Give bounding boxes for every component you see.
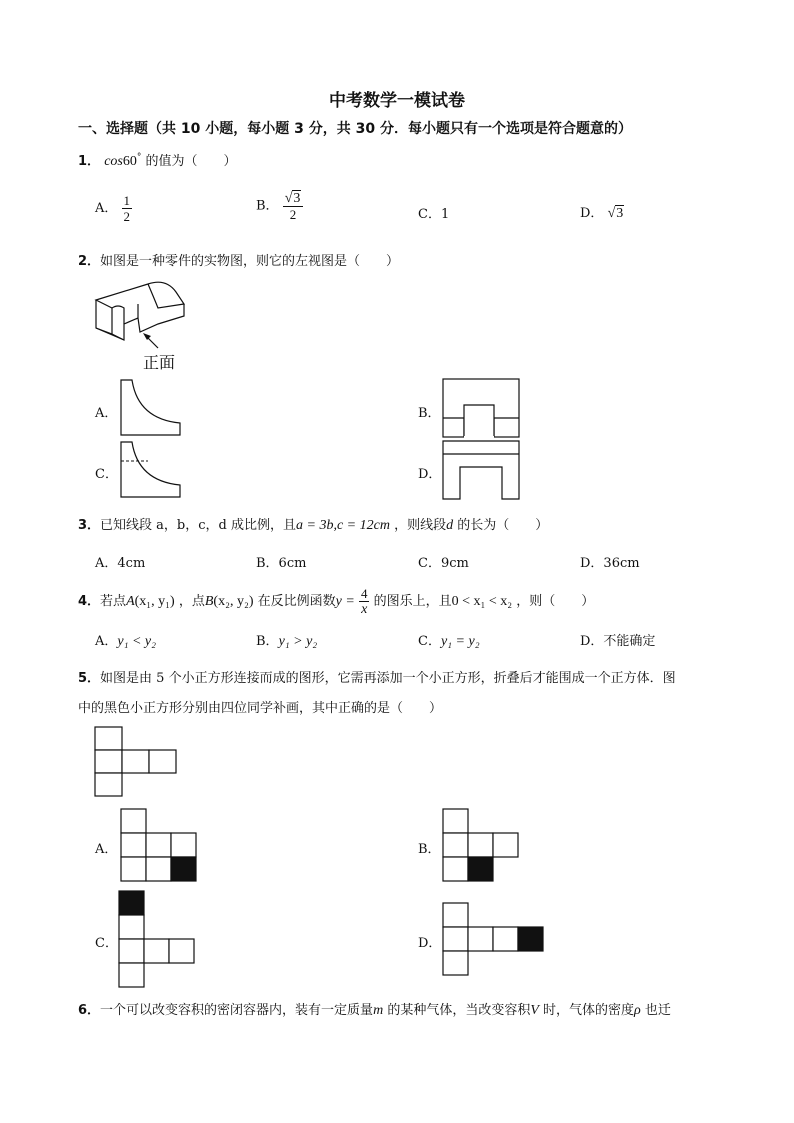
question-number: 3．	[78, 518, 101, 533]
q2-option-c-figure[interactable]	[120, 441, 182, 499]
question-3: 3．已知线段 a，b，c，d 成比例，且a = 3b,c = 12cm ，则线段d 的长为（ ）	[78, 518, 549, 533]
expr-fn: cos	[104, 154, 123, 169]
q2-option-a-label[interactable]: A．	[95, 406, 118, 421]
q4-option-b[interactable]: B．y₁ > y₂	[256, 634, 318, 649]
question-text: 如图是一种零件的实物图，则它的左视图是（ ）	[100, 254, 400, 269]
q2-option-a-figure[interactable]	[120, 379, 182, 437]
q1-option-c[interactable]: C．1	[418, 207, 450, 222]
sqrt: √3	[607, 206, 624, 221]
q3-option-b[interactable]: B．6cm	[256, 556, 307, 571]
q3-option-c[interactable]: C．9cm	[418, 556, 469, 571]
option-label: D．	[580, 206, 604, 221]
q5-option-c-figure[interactable]	[118, 890, 198, 990]
q3-option-a[interactable]: A．4cm	[95, 556, 146, 571]
expr-degree: °	[136, 152, 142, 163]
condition-expr: a = 3b,c = 12cm	[296, 518, 390, 533]
question-number: 1．	[78, 154, 101, 169]
q1-option-b[interactable]	[256, 190, 303, 222]
option-label: C．	[418, 207, 441, 222]
figure-caption: 正面	[143, 353, 176, 372]
question-number: 4．	[78, 594, 101, 609]
question-5-line2: 中的黑色小正方形分别由四位同学补画，其中正确的是（ ）	[78, 701, 443, 716]
q5-option-d-label[interactable]: D．	[418, 936, 442, 951]
q5-option-b-label[interactable]: B．	[418, 842, 441, 857]
question-number: 5．	[78, 671, 101, 686]
q5-option-c-label[interactable]: C．	[95, 936, 118, 951]
q4-option-c[interactable]: C．y₁ = y₂	[418, 634, 480, 649]
q5-option-b-figure[interactable]	[442, 808, 522, 884]
q5-option-d-figure[interactable]	[442, 902, 548, 978]
q5-option-a-label[interactable]: A．	[95, 842, 118, 857]
question-2	[78, 250, 399, 269]
question-1	[78, 150, 237, 170]
q5-option-a-figure[interactable]	[120, 808, 200, 884]
q3-option-d[interactable]: D．36cm	[580, 556, 640, 571]
option-label: A．	[95, 201, 118, 216]
q4-option-d[interactable]: D．不能确定	[580, 634, 656, 649]
q2-option-b-figure[interactable]	[442, 378, 520, 438]
q1-option-a[interactable]	[95, 193, 132, 224]
q2-option-d-figure[interactable]	[442, 440, 520, 500]
q2-option-d-label[interactable]: D．	[418, 467, 442, 482]
q2-option-c-label[interactable]: C．	[95, 467, 118, 482]
fraction: $\frac{4}{x}$	[360, 586, 368, 617]
net-figure	[94, 726, 178, 798]
q1-option-d[interactable]	[580, 202, 624, 222]
fraction: $\frac{√3}{2}$	[283, 190, 304, 222]
question-number: 2．	[78, 254, 101, 269]
page-title: 中考数学一模试卷	[329, 91, 465, 111]
fraction: $\frac{1}{2}$	[123, 193, 131, 224]
question-number: 6．	[78, 1003, 101, 1018]
option-label: B．	[256, 198, 279, 214]
expr-arg: 60	[122, 154, 137, 169]
question-6: 6．一个可以改变容积的密闭容器内，装有一定质量m 的某种气体，当改变容积V 时，气体的密度ρ 也迁	[78, 1003, 671, 1018]
question-4: 4．若点A(x₁, y₁) ，点B(x₂, y₂) 在反比例函数y = $\frac{4}{x}$ 的图乐上，且0 < x₁ < x₂ ，则（ ）	[78, 586, 595, 617]
q2-option-b-label[interactable]: B．	[418, 406, 441, 421]
q4-option-a[interactable]: A．y₁ < y₂	[95, 634, 156, 649]
section-heading: 一、选择题（共 10 小题，每小题 3 分，共 30 分．每小题只有一个选项是符合题意的）	[78, 121, 632, 137]
question-text: 的值为（ ）	[141, 154, 237, 169]
question-5: 5．如图是由 5 个小正方形连接而成的图形，它需再添加一个小正方形，折叠后才能围成一个正方体．图	[78, 671, 676, 686]
